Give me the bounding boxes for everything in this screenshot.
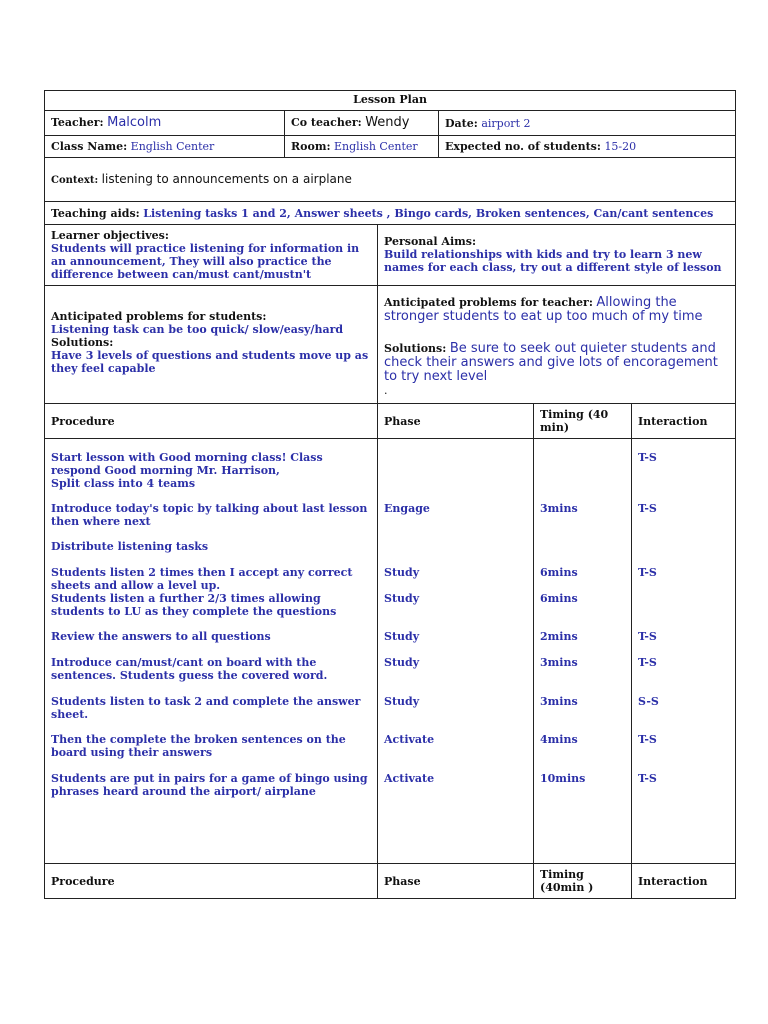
interaction-text: T-S — [638, 733, 657, 746]
page-title: Lesson Plan — [45, 91, 736, 111]
procedure-text: Distribute listening tasks — [51, 540, 209, 553]
interaction-text: T-S — [638, 566, 657, 579]
student-problems-label: Anticipated problems for students: — [51, 310, 267, 323]
aims-label: Personal Aims: — [384, 235, 477, 248]
footer-procedure-header: Procedure — [45, 864, 378, 899]
room-value: English Center — [334, 140, 418, 153]
phase-text: Activate — [384, 772, 435, 785]
interaction-text: T-S — [638, 502, 657, 515]
timing-text: 3mins — [540, 656, 578, 669]
phase-text: Engage — [384, 502, 430, 515]
procedure-list — [51, 451, 371, 851]
footer-timing-header: Timing (40min ) — [534, 864, 632, 899]
aims-value: Build relationships with kids and try to learn 3 new names for each class, try out a different style of lesson — [384, 248, 722, 274]
phase-text: Activate — [384, 733, 435, 746]
procedure-text: Start lesson with Good morning class! Class respond Good morning Mr. Harrison, Split class into 4 teams — [51, 451, 323, 490]
teacher-problems-cell — [378, 286, 736, 404]
procedure-text: Introduce today's topic by talking about last lesson then where next — [51, 502, 368, 528]
aids-value: Listening tasks 1 and 2, Answer sheets , Bingo cards, Broken sentences, Can/cant sentences — [143, 206, 714, 220]
objectives-cell — [45, 225, 378, 286]
timing-column — [534, 439, 632, 864]
students-cell — [439, 136, 736, 158]
lesson-plan-table — [44, 90, 736, 899]
coteacher-value: Wendy — [365, 115, 410, 130]
interaction-text: T-S — [638, 656, 657, 669]
teacher-problems-label: Anticipated problems for teacher: — [384, 296, 593, 309]
date-value: airport 2 — [481, 116, 531, 130]
timing-text: 4mins — [540, 733, 578, 746]
timing-text: 2mins — [540, 630, 578, 643]
context-label: Context: — [51, 174, 99, 186]
timing-text: 3mins — [540, 502, 578, 515]
student-problems-value: Listening task can be too quick/ slow/easy/hard — [51, 323, 344, 336]
teacher-solutions-value: Be sure to seek out quieter students and check their answers and give lots of encoragement to try next level — [384, 341, 718, 384]
room-label: Room: — [291, 140, 331, 153]
procedure-text: Introduce can/must/cant on board with the sentences. Students guess the covered word. — [51, 656, 328, 682]
timing-header: Timing (40 min) — [534, 404, 632, 439]
coteacher-cell — [285, 111, 439, 136]
procedure-text: Students listen to task 2 and complete the answer sheet. — [51, 695, 361, 721]
teacher-value: Malcolm — [107, 115, 162, 130]
students-label: Expected no. of students: — [445, 140, 601, 153]
interaction-column — [632, 439, 736, 864]
procedure-column — [45, 439, 378, 864]
procedure-header: Procedure — [45, 404, 378, 439]
procedure-text: Students are put in pairs for a game of bingo using phrases heard around the airport/ airplane — [51, 772, 368, 798]
timing-text: 6mins — [540, 566, 578, 579]
procedure-text: Review the answers to all questions — [51, 630, 271, 643]
class-value: English Center — [130, 140, 215, 153]
procedure-text: Then the complete the broken sentences on the board using their answers — [51, 733, 346, 759]
phase-text: Study — [384, 630, 420, 643]
teacher-problems-value: Allowing the stronger students to eat up too much of my time — [384, 295, 703, 324]
procedure-text: Students listen a further 2/3 times allowing students to LU as they complete the questions — [51, 592, 337, 618]
student-solutions-label: Solutions: — [51, 336, 114, 349]
context-value: listening to announcements on a airplane — [101, 171, 352, 186]
interaction-header: Interaction — [632, 404, 736, 439]
aims-cell — [378, 225, 736, 286]
class-cell — [45, 136, 285, 158]
footer-phase-header: Phase — [378, 864, 534, 899]
interaction-list — [638, 451, 729, 851]
date-label: Date: — [445, 116, 478, 130]
phase-text: Study — [384, 656, 420, 669]
phase-text: Study — [384, 566, 420, 579]
timing-text: 3mins — [540, 695, 578, 708]
phase-text: Study — [384, 592, 420, 605]
date-cell — [439, 111, 736, 136]
student-solutions-value: Have 3 levels of questions and students move up as they feel capable — [51, 349, 369, 375]
timing-list — [540, 451, 625, 851]
student-problems-cell — [45, 286, 378, 404]
interaction-text: T-S — [638, 772, 657, 785]
footer-interaction-header: Interaction — [632, 864, 736, 899]
coteacher-label: Co teacher: — [291, 116, 362, 129]
procedure-text: Students listen 2 times then I accept any correct sheets and allow a level up. — [51, 566, 353, 592]
objectives-label: Learner objectives: — [51, 229, 169, 242]
students-value: 15-20 — [604, 140, 637, 153]
class-label: Class Name: — [51, 140, 128, 153]
timing-text: 10mins — [540, 772, 586, 785]
room-cell — [285, 136, 439, 158]
phase-text: Study — [384, 695, 420, 708]
interaction-text: T-S — [638, 451, 657, 464]
phase-header: Phase — [378, 404, 534, 439]
interaction-text: S-S — [638, 695, 659, 708]
teacher-solutions-label: Solutions: — [384, 342, 447, 355]
phase-list — [384, 451, 527, 851]
timing-text: 6mins — [540, 592, 578, 605]
teacher-cell — [45, 111, 285, 136]
aids-cell — [45, 202, 736, 225]
context-cell — [45, 158, 736, 202]
teacher-solutions-trailing: . — [384, 384, 388, 397]
objectives-value: Students will practice listening for information in an announcement, They will also practice the difference between can/must cant/mustn't — [51, 242, 360, 281]
aids-label: Teaching aids: — [51, 206, 140, 220]
teacher-label: Teacher: — [51, 116, 104, 129]
phase-column — [378, 439, 534, 864]
interaction-text: T-S — [638, 630, 657, 643]
